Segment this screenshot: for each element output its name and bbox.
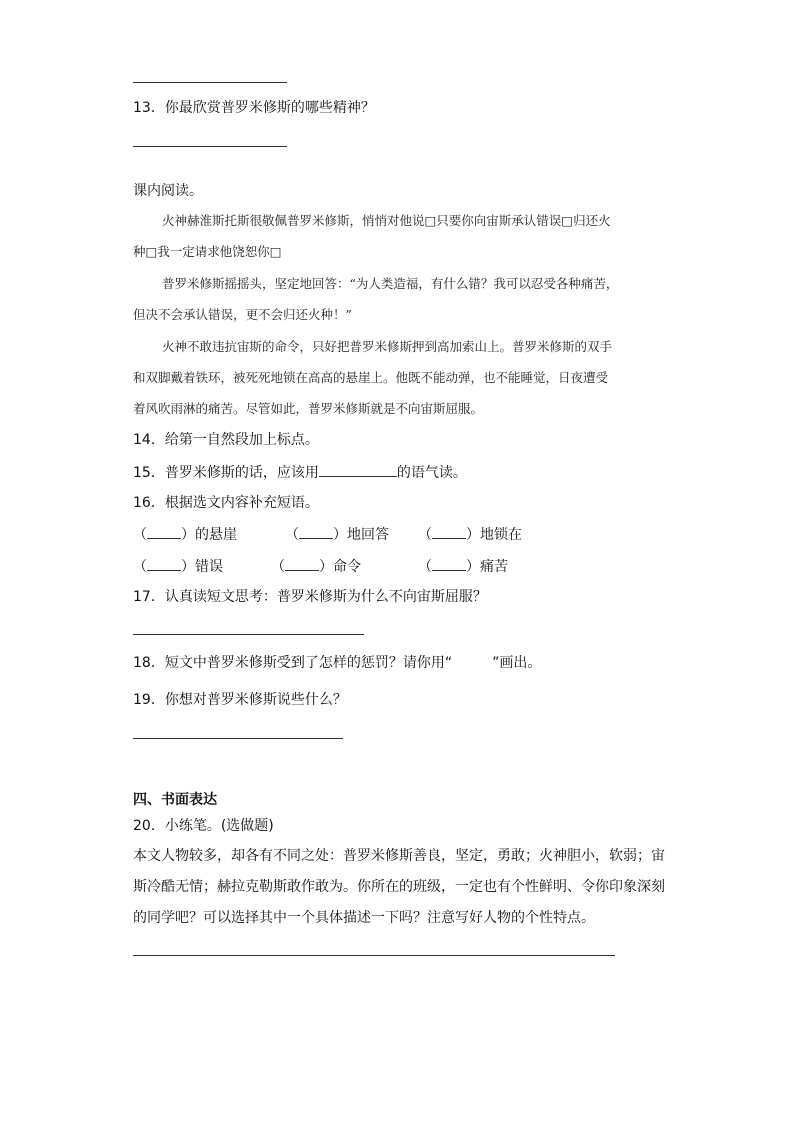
answer-line-q20 bbox=[133, 955, 615, 956]
question-19: 19．你想对普罗米修斯说些什么？ bbox=[133, 692, 347, 708]
phrase-blank-6[interactable] bbox=[432, 556, 466, 571]
phrase-1-text: 的悬崖 bbox=[195, 527, 237, 543]
question-16: 16．根据选文内容补充短语。 bbox=[133, 495, 319, 511]
phrase-5: （ ）命令 bbox=[271, 556, 361, 577]
question-20-text-line2: 斯冷酷无情；赫拉克勒斯敢作敢为。你所在的班级，一定也有个性鲜明、令你印象深刻 bbox=[133, 879, 665, 895]
phrase-2: （ ）地回答 bbox=[285, 524, 389, 545]
phrase-6: （ ）痛苦 bbox=[418, 556, 508, 577]
passage-p3-line3: 着风吹雨淋的痛苦。尽管如此，普罗米修斯就是不向宙斯屈服。 bbox=[133, 401, 484, 416]
passage-p3-line1: 火神不敢违抗宙斯的命令，只好把普罗米修斯押到高加索山上。普罗米修斯的双手 bbox=[162, 339, 613, 354]
question-18-after: ”画出。 bbox=[492, 655, 542, 671]
passage-p1-line2: 种□我一定请求他饶恕你□ bbox=[133, 244, 282, 259]
question-13: 13．你最欣赏普罗米修斯的哪些精神？ bbox=[133, 100, 375, 116]
phrase-blank-5[interactable] bbox=[285, 556, 319, 571]
phrase-blank-2[interactable] bbox=[299, 524, 333, 539]
phrase-blank-4[interactable] bbox=[147, 556, 181, 571]
passage-p3-line2: 和双脚戴着铁环，被死死地锁在高高的悬崖上。他既不能动弹，也不能睡觉，日夜遭受 bbox=[133, 370, 609, 385]
phrase-1: （ ）的悬崖 bbox=[133, 524, 237, 545]
question-20: 20．小练笔。(选做题) bbox=[133, 818, 274, 834]
passage-p1-line1: 火神赫淮斯托斯很敬佩普罗米修斯，悄悄对他说□只要你向宙斯承认错误□归还火 bbox=[162, 213, 611, 228]
question-15 bbox=[133, 462, 467, 483]
answer-blank-q15[interactable] bbox=[319, 462, 397, 477]
section-writing-title: 四、书面表达 bbox=[133, 792, 217, 808]
passage-p2-line2: 但决不会承认错误，更不会归还火种！” bbox=[133, 307, 352, 322]
question-18-before: 18．短文中普罗米修斯受到了怎样的惩罚？请你用“ bbox=[133, 655, 453, 671]
phrase-3-text: 地锁在 bbox=[480, 527, 522, 543]
answer-line-q19 bbox=[133, 738, 343, 739]
passage-p2-line1: 普罗米修斯摇摇头，坚定地回答：“为人类造福，有什么错？我可以忍受各种痛苦， bbox=[162, 276, 619, 291]
question-15-after: 的语气读。 bbox=[396, 465, 467, 481]
phrase-blank-1[interactable] bbox=[147, 524, 181, 539]
question-20-text-line1: 本文人物较多，却各有不同之处：普罗米修斯善良，坚定，勇敢；火神胆小，软弱；宙 bbox=[133, 848, 665, 864]
phrase-2-text: 地回答 bbox=[347, 527, 389, 543]
section-reading-title: 课内阅读。 bbox=[133, 183, 203, 199]
phrase-5-text: 命令 bbox=[333, 559, 361, 575]
answer-line-q17 bbox=[133, 634, 364, 635]
question-20-text-line3: 的同学吧？可以选择其中一个具体描述一下吗？注意写好人物的个性特点。 bbox=[133, 910, 595, 926]
phrase-3: （ ）地锁在 bbox=[418, 524, 522, 545]
question-17: 17．认真读短文思考：普罗米修斯为什么不向宙斯屈服？ bbox=[133, 589, 487, 605]
question-14: 14．给第一自然段加上标点。 bbox=[133, 432, 319, 448]
wavy-line-mark bbox=[452, 653, 492, 673]
question-15-before: 15．普罗米修斯的话，应该用 bbox=[133, 465, 319, 481]
phrase-4-text: 错误 bbox=[195, 559, 223, 575]
answer-line-q12 bbox=[133, 82, 287, 83]
phrase-blank-3[interactable] bbox=[432, 524, 466, 539]
phrase-4: （ ）错误 bbox=[133, 556, 223, 577]
phrase-6-text: 痛苦 bbox=[480, 559, 508, 575]
question-18 bbox=[133, 653, 541, 673]
answer-line-q13 bbox=[133, 146, 287, 147]
